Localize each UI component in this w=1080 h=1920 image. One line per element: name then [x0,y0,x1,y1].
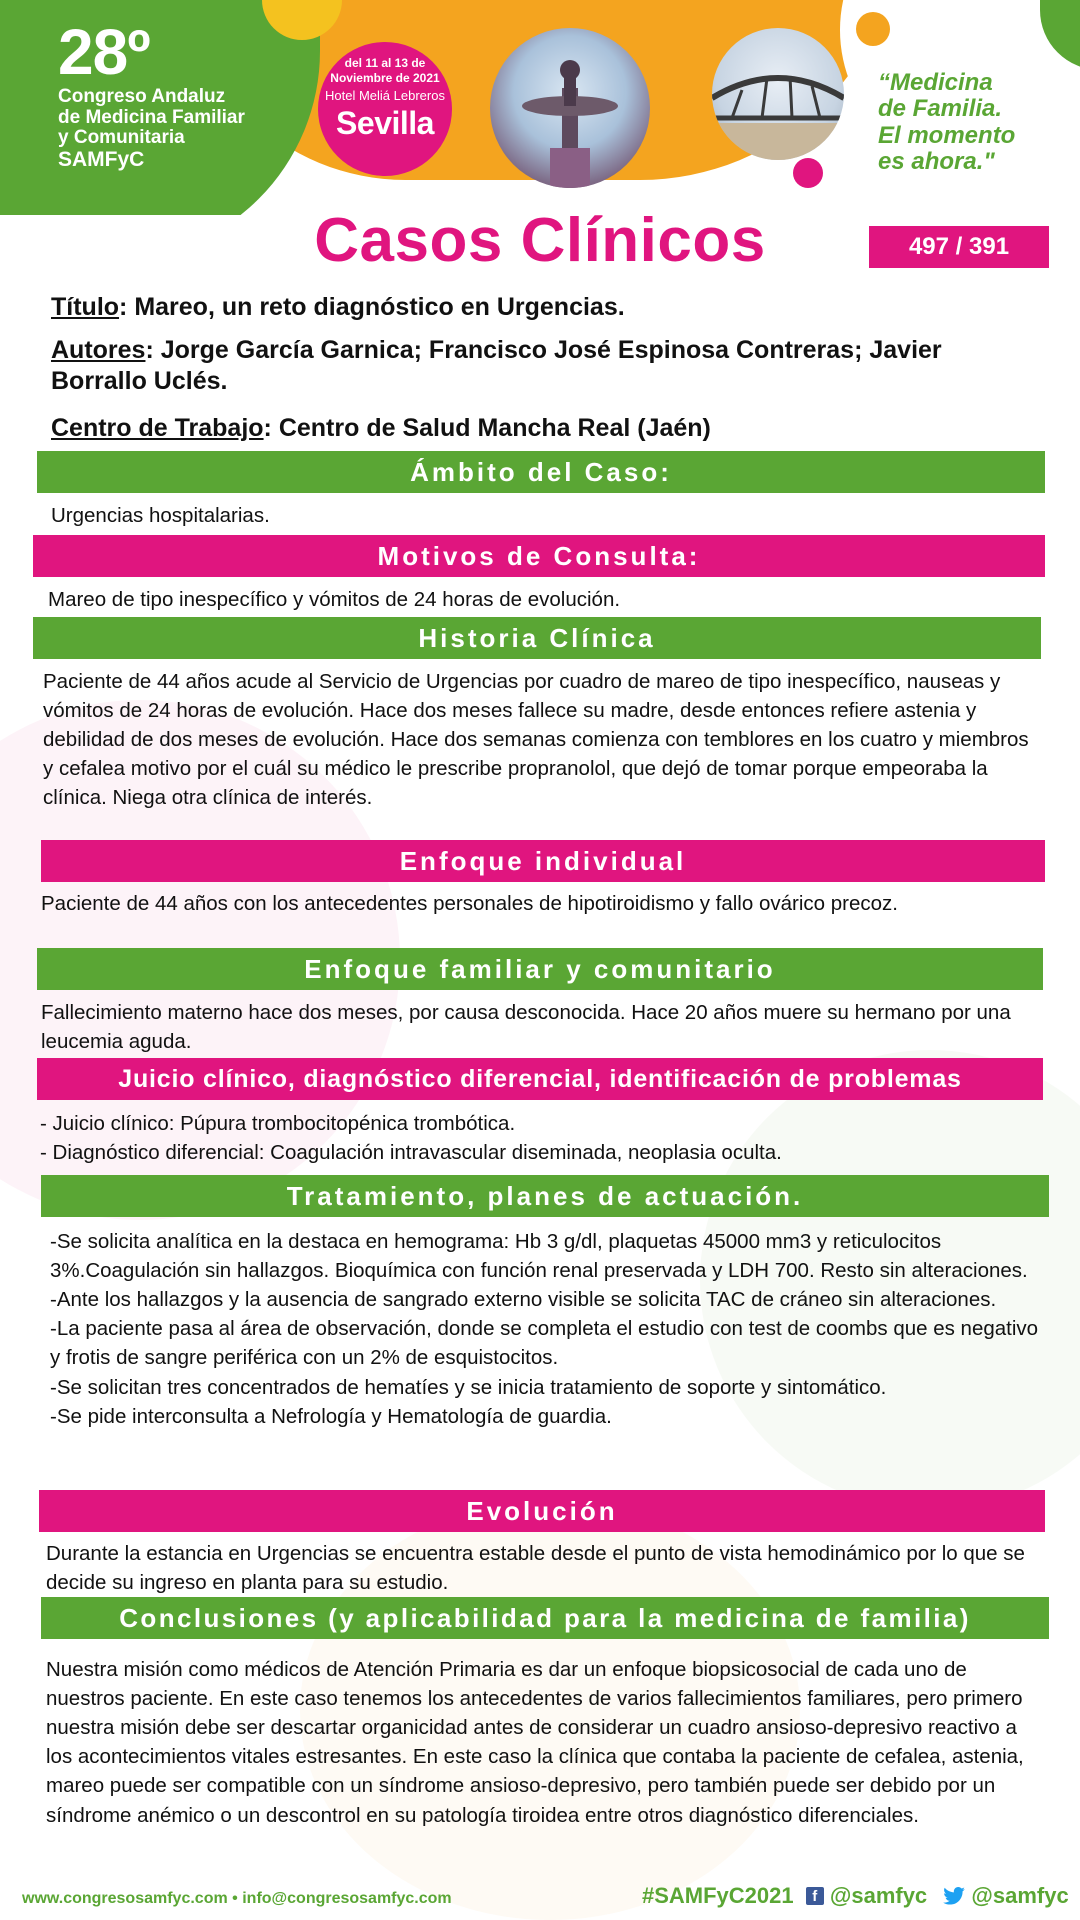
centro-row: Centro de Trabajo: Centro de Salud Mancha Real (Jaén) [51,414,711,442]
tratamiento-line: -Ante los hallazgos y la ausencia de sangrado externo visible se solicita TAC de cráneo sin alteraciones. [50,1288,997,1312]
statue-icon [490,28,650,188]
tratamiento-line: -Se solicita analítica en la destaca en hemograma: Hb 3 g/dl, plaquetas 45000 mm3 y reticulocitos 3%.Coagulación sin hallazgos. Bioquímica con función renal preservada y LDH 700. Resto sin alteraciones. [50,1230,1028,1283]
autores-label: Autores [51,336,146,364]
facebook-handle[interactable]: @samfyc [829,1883,928,1909]
dates-line2: Noviembre de 2021 [330,71,440,85]
conclusiones-text: Nuestra misión como médicos de Atención Primaria es dar un enfoque biopsicosocial de cada uno de nuestros paciente. En este caso tenemos los antecedentes de varios fallecimientos familiares, pero primero nuestra misión debe ser descartar organicidad antes de considerar un cuadro ansioso-depresivo reactivo a los acontecimientos vitales estresantes. En este caso la clínica que contaba la paciente de cefalea, astenia, mareo puede ser compatible con un síndrome ansioso-depresivo, pero también puede ser debido por un síndrome anémico o un descontrol en su patología tiroidea entre otros diagnóstico diferenciales. [46,1658,1024,1827]
org-name: SAMFyC [58,147,145,171]
twitter-icon[interactable] [943,1887,965,1905]
ambito-heading: Ámbito del Caso: [37,451,1045,493]
separator: • [232,1890,238,1907]
date-badge [318,42,452,176]
edition-number: 28º [58,16,150,88]
evolucion-text: Durante la estancia en Urgencias se encuentra estable desde el punto de vista hemodinámico por lo que se decide su ingreso en planta para su estudio. [46,1542,1025,1595]
city: Sevilla [336,105,434,141]
bridge-icon [712,28,844,160]
slogan [878,70,1015,176]
tratamiento-text [50,1227,1040,1431]
header-banner [0,0,1080,215]
dates-line1: del 11 al 13 de [344,56,426,70]
slogan-line: “Medicina [878,69,993,96]
tratamiento-line: -Se solicitan tres concentrados de hematíes y se inicia tratamiento de soporte y sintomático. [50,1375,887,1399]
email-link[interactable]: info@congresosamfyc.com [242,1890,452,1907]
titulo-value: Mareo, un reto diagnóstico en Urgencias. [134,293,625,321]
congress-line: y Comunitaria [58,127,185,149]
juicio-text [40,1109,1038,1167]
historia-heading: Historia Clínica [33,617,1041,659]
magenta-dot [793,158,823,188]
twitter-handle[interactable]: @samfyc [971,1883,1069,1909]
footer-social [642,1882,1069,1909]
page-title: Casos Clínicos [314,206,766,275]
slogan-line: es ahora." [878,148,995,176]
congress-line: de Medicina Familiar [58,106,245,128]
website-link[interactable]: www.congresosamfyc.com [22,1890,228,1907]
centro-label: Centro de Trabajo [51,414,264,442]
titulo-row: Título: Mareo, un reto diagnóstico en Urgencias. [51,293,625,321]
venue: Hotel Meliá Lebreros [325,88,445,103]
historia-text: Paciente de 44 años acude al Servicio de Urgencias por cuadro de mareo de tipo inespecífico, nauseas y vómitos de 24 horas de evolución. Hace dos meses fallece su madre, desde entonces refiere astenia y debilidad de dos meses de evolución. Hace dos semanas comienza con temblores en los cuatro y miembros y cefalea motivo por el cuál su médico le prescribe propranolol, que dejó de tomar porque empeoraba la clínica. Niega otra clínica de interés. [43,670,1029,810]
slogan-line: El momento [878,121,1016,149]
reference-badge: 497 / 391 [869,226,1049,268]
bridge-photo [712,28,844,160]
juicio-heading: Juicio clínico, diagnóstico diferencial, identificación de problemas [37,1058,1043,1100]
autores-row: Autores: Jorge García Garnica; Francisco José Espinosa Contreras; Javier Borrallo Uclés. [51,336,942,396]
motivos-text: Mareo de tipo inespecífico y vómitos de 24 horas de evolución. [48,588,621,611]
footer-contact [22,1890,452,1908]
centro-value: Centro de Salud Mancha Real (Jaén) [278,414,711,442]
juicio-line: - Juicio clínico: Púpura trombocitopénica trombótica. [40,1112,516,1135]
titulo-label: Título [51,293,120,321]
individual-heading: Enfoque individual [41,840,1045,882]
facebook-icon[interactable]: f [806,1887,824,1905]
hashtag: #SAMFyC2021 [642,1883,794,1909]
tratamiento-heading: Tratamiento, planes de actuación. [41,1175,1049,1217]
evolucion-heading: Evolución [39,1490,1045,1532]
congress-line: Congreso Andaluz [58,86,226,108]
familiar-heading: Enfoque familiar y comunitario [37,948,1043,990]
tratamiento-line: -Se pide interconsulta a Nefrología y Hematología de guardia. [50,1404,612,1428]
ambito-text: Urgencias hospitalarias. [51,504,270,527]
familiar-text: Fallecimiento materno hace dos meses, por causa desconocida. Hace 20 años muere su hermano por una leucemia aguda. [41,1001,1011,1054]
statue-photo [490,28,650,188]
autores-value: Jorge García Garnica; Francisco José Espinosa Contreras; Javier Borrallo Uclés. [51,336,942,396]
conclusiones-heading: Conclusiones (y aplicabilidad para la medicina de familia) [41,1597,1049,1639]
orange-dot [856,12,890,46]
slogan-line: de Familia. [878,95,1003,123]
motivos-heading: Motivos de Consulta: [33,535,1045,577]
individual-text: Paciente de 44 años con los antecedentes personales de hipotiroidismo y fallo ovárico precoz. [41,892,898,915]
juicio-line: - Diagnóstico diferencial: Coagulación intravascular diseminada, neoplasia oculta. [40,1141,782,1165]
tratamiento-line: -La paciente pasa al área de observación, donde se completa el estudio con test de coombs que es negativo y frotis de sangre periférica con un 2% de esquistocitos. [50,1317,1039,1370]
congress-name [58,18,245,171]
